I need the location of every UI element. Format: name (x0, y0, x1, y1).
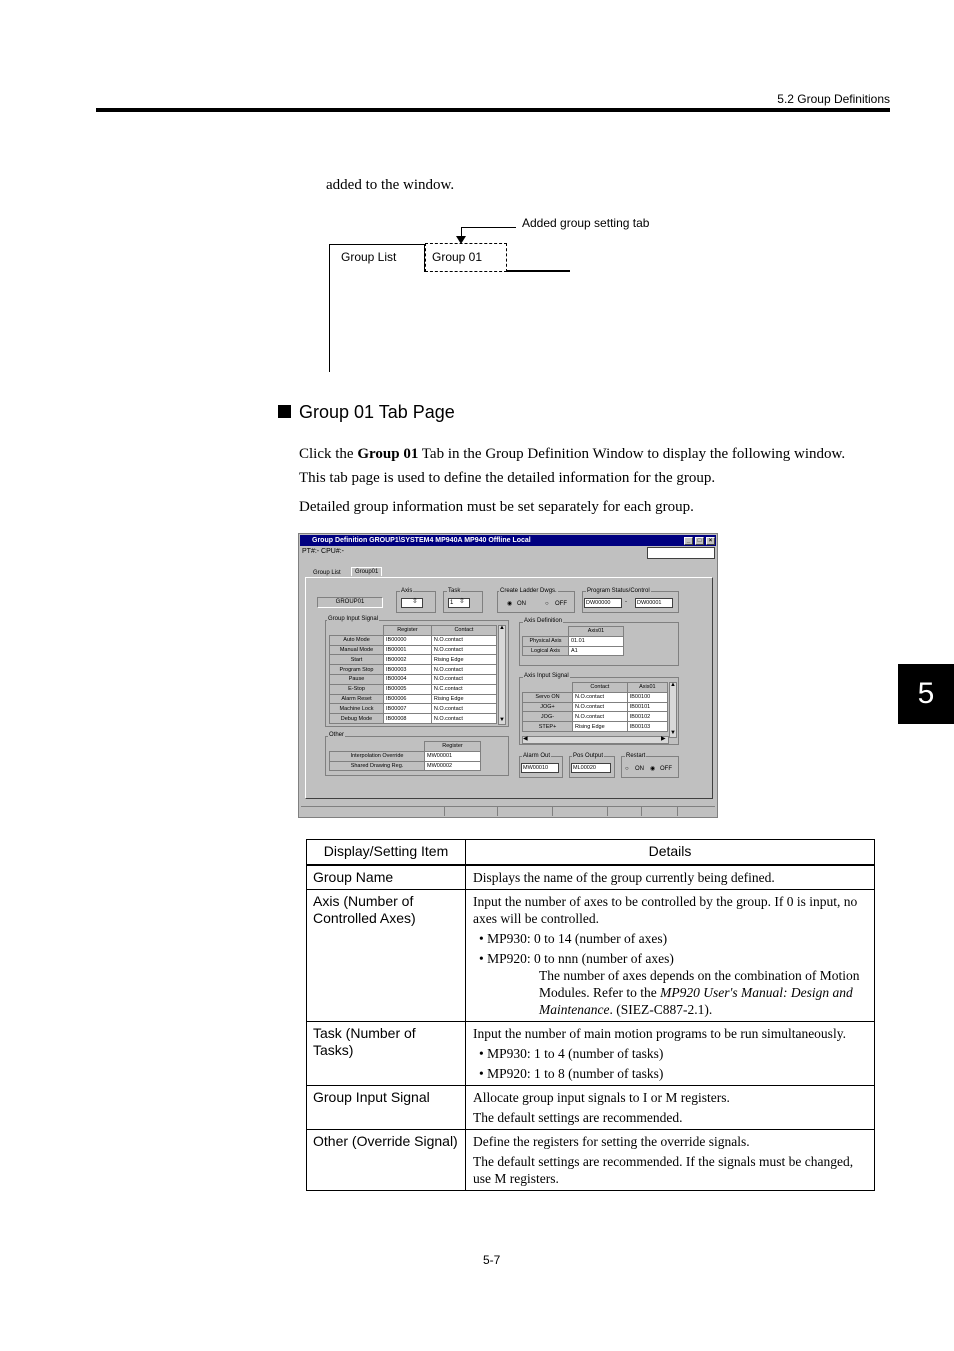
register-cell[interactable]: IB00008 (384, 714, 432, 724)
row-label: STEP+ (523, 722, 573, 732)
status-bar-divider (607, 807, 608, 816)
ladder-on-label: ON (517, 601, 526, 607)
row-label: Logical Axis (523, 646, 569, 656)
window-status-bar (301, 806, 715, 816)
close-icon[interactable]: × (706, 537, 715, 545)
paragraph-1 (299, 444, 845, 464)
create-ladder-label: Create Ladder Dwgs. (500, 588, 557, 594)
row-label: Pause (330, 674, 384, 684)
chapter-tab: 5 (898, 664, 954, 724)
axis-label: Axis (401, 588, 413, 594)
status-field (647, 547, 715, 559)
table-corner (330, 742, 425, 752)
callout-label: Added group setting tab (522, 216, 650, 230)
row-label: Physical Axis (523, 636, 569, 646)
register-cell[interactable]: IB00004 (384, 674, 432, 684)
column-header: Contact (431, 626, 496, 636)
header-rule (96, 108, 890, 112)
table-header-row (307, 840, 875, 865)
contact-cell[interactable]: N.O.contact (431, 645, 496, 655)
status-bar-divider (497, 807, 498, 816)
para1-post: Tab in the Group Definition Window to display the following window. (418, 446, 846, 462)
intro-text: added to the window. (326, 177, 455, 193)
axis-cell[interactable]: A1 (569, 646, 624, 656)
item-cell: Axis (Number of Controlled Axes) (307, 889, 466, 1021)
register-cell[interactable]: MW00002 (425, 761, 481, 771)
detail-cell (466, 1021, 875, 1085)
pos-output-label: Pos Output (573, 753, 604, 759)
pos-output-field[interactable]: ML00020 (571, 763, 611, 773)
diagram-left-edge (329, 244, 330, 372)
table-row (307, 889, 875, 1021)
contact-cell[interactable]: N.O.contact (431, 704, 496, 714)
detail-text: Input the number of axes to be controlled by the group. If 0 is input, no axes will be controlled. (473, 893, 858, 926)
alarm-out-label: Alarm Out (523, 753, 551, 759)
detail-cell (466, 889, 875, 1021)
ladder-off-label: OFF (555, 601, 567, 607)
square-bullet-icon (278, 405, 291, 418)
row-label: Start (330, 655, 384, 665)
status-bar-divider (444, 807, 445, 816)
ais-hscrollbar[interactable] (522, 736, 669, 744)
diagram-top-edge (329, 244, 425, 245)
radio-off-selected-icon[interactable]: ◉ (650, 766, 656, 772)
register-cell[interactable]: IB00007 (384, 704, 432, 714)
table-row (307, 865, 875, 890)
diagram-tab-group-01: Group 01 (432, 250, 483, 264)
register-cell[interactable]: IB00006 (384, 694, 432, 704)
section-title: Group 01 Tab Page (299, 402, 455, 422)
task-stepper[interactable]: 1 (448, 598, 470, 608)
axis-cell[interactable]: 01.01 (569, 636, 624, 646)
contact-cell[interactable]: N.O.contact (431, 635, 496, 645)
contact-cell[interactable]: N.O.contact (573, 692, 628, 702)
minimize-icon[interactable]: _ (684, 537, 693, 545)
row-label: Auto Mode (330, 635, 384, 645)
detail-text: Define the registers for setting the override signals. (473, 1133, 750, 1149)
table-corner (523, 627, 569, 637)
detail-text: Allocate group input signals to I or M registers. (473, 1089, 730, 1105)
detail-cell: Displays the name of the group currently being defined. (466, 865, 875, 890)
gis-scrollbar[interactable] (498, 625, 506, 725)
table-row (307, 1085, 875, 1129)
program-status-from[interactable]: DW00000 (584, 598, 622, 608)
item-cell: Group Input Signal (307, 1085, 466, 1129)
restart-label: Restart (626, 753, 646, 759)
group-definition-window (298, 533, 718, 818)
column-header: Axis01 (627, 683, 667, 693)
contact-cell[interactable]: Rising Edge (573, 722, 628, 732)
scroll-down-icon[interactable]: ▼ (499, 717, 505, 723)
axis-note (473, 967, 867, 1018)
row-label: Debug Mode (330, 714, 384, 724)
diagram-baseline (507, 270, 570, 272)
tab-group-list[interactable]: Group List (313, 570, 341, 576)
detail-text: The default settings are recommended. If the signals must be changed, use M registers. (473, 1153, 854, 1186)
axis-cell[interactable]: IB00103 (627, 722, 667, 732)
item-cell: Group Name (307, 865, 466, 890)
column-header: Display/Setting Item (307, 840, 466, 865)
row-label: Machine Lock (330, 704, 384, 714)
axis-input-signal-table (522, 682, 668, 732)
axis-definition-label: Axis Definition (524, 618, 563, 624)
register-cell[interactable]: IB00002 (384, 655, 432, 665)
scroll-right-icon[interactable]: ▶ (661, 736, 666, 742)
table-corner (523, 683, 573, 693)
item-cell: Other (Override Signal) (307, 1129, 466, 1190)
contact-cell[interactable]: Rising Edge (431, 655, 496, 665)
manual-title: MP920 User's Manual: Design and Maintenance (539, 984, 853, 1017)
other-table (329, 741, 481, 771)
bullet-item: • MP920: 0 to nnn (number of axes) (479, 950, 674, 966)
row-label: E-Stop (330, 684, 384, 694)
scroll-left-icon[interactable]: ◀ (523, 736, 528, 742)
axis-cell[interactable]: IB00100 (627, 692, 667, 702)
group-input-signal-label: Group Input Signal (328, 616, 379, 622)
column-header: Details (466, 840, 875, 865)
status-line: PT#:- CPU#:- (302, 548, 345, 555)
item-cell: Task (Number of Tasks) (307, 1021, 466, 1085)
radio-on-icon[interactable]: ○ (625, 766, 629, 772)
bullet-item: • MP930: 1 to 4 (number of tasks) (479, 1045, 664, 1061)
tab-group01[interactable]: Group01 (351, 567, 382, 576)
contact-cell[interactable]: N.O.contact (573, 712, 628, 722)
maximize-icon[interactable]: □ (695, 537, 704, 545)
detail-text: The default settings are recommended. (473, 1109, 683, 1125)
contact-cell[interactable]: N.O.contact (431, 714, 496, 724)
row-label: Alarm Reset (330, 694, 384, 704)
scroll-up-icon[interactable]: ▲ (670, 682, 676, 688)
spinner-icon[interactable]: ⇳ (412, 598, 418, 605)
table-row (307, 1021, 875, 1085)
restart-on-label: ON (635, 766, 644, 772)
program-status-label: Program Status/Control (587, 588, 650, 594)
column-header: Axis01 (569, 627, 624, 637)
bullet-item: • MP920: 1 to 8 (number of tasks) (479, 1065, 664, 1081)
note-text: . (SIEZ-C887-2.1). (609, 1001, 713, 1017)
row-label: Interpolation Override (330, 751, 425, 761)
note-text: The number of axes depends on the combination of Motion Modules. Refer to the (539, 967, 860, 1000)
diagram-tab-group-list: Group List (341, 250, 397, 264)
program-status-separator: - (625, 599, 627, 605)
register-cell[interactable]: IB00003 (384, 665, 432, 675)
para1-bold: Group 01 (357, 446, 419, 462)
axis-input-signal-label: Axis Input Signal (524, 673, 569, 679)
scroll-up-icon[interactable]: ▲ (499, 625, 505, 631)
radio-off-icon[interactable]: ○ (545, 601, 549, 607)
detail-cell (466, 1085, 875, 1129)
alarm-out-field[interactable]: MW00010 (521, 763, 559, 773)
axis-cell[interactable]: IB00102 (627, 712, 667, 722)
detail-text: Input the number of main motion programs to be run simultaneously. (473, 1025, 846, 1041)
callout-line (462, 227, 516, 228)
register-cell[interactable]: IB00001 (384, 645, 432, 655)
status-bar-divider (641, 807, 642, 816)
details-table (306, 839, 875, 1191)
row-label: JOG- (523, 712, 573, 722)
contact-cell[interactable]: Rising Edge (431, 694, 496, 704)
radio-on-selected-icon[interactable]: ◉ (507, 601, 513, 607)
register-cell[interactable]: IB00000 (384, 635, 432, 645)
detail-cell (466, 1129, 875, 1190)
table-corner (330, 626, 384, 636)
scroll-down-icon[interactable]: ▼ (670, 730, 676, 736)
row-label: Servo ON (523, 692, 573, 702)
paragraph-2: Detailed group information must be set separately for each group. (299, 499, 694, 515)
contact-cell[interactable]: N.C.contact (431, 684, 496, 694)
row-label: Manual Mode (330, 645, 384, 655)
contact-cell[interactable]: N.O.contact (431, 665, 496, 675)
bullet-item: • MP930: 0 to 14 (number of axes) (479, 930, 668, 946)
column-header: Register (384, 626, 432, 636)
other-label: Other (329, 732, 345, 738)
row-label: Shared Drawing Reg. (330, 761, 425, 771)
page-number: 5-7 (483, 1253, 501, 1267)
status-bar-divider (677, 807, 678, 816)
window-title-bar (300, 535, 716, 546)
spinner-icon[interactable]: ⇳ (459, 598, 465, 605)
program-status-to[interactable]: DW00001 (635, 598, 673, 608)
column-header: Contact (573, 683, 628, 693)
contact-cell[interactable]: N.O.contact (431, 674, 496, 684)
task-label: Task (448, 588, 461, 594)
paragraph-1-line-2: This tab page is used to define the detailed information for the group. (299, 470, 716, 486)
table-row (307, 1129, 875, 1190)
para1-pre: Click the (299, 446, 358, 462)
running-header: 5.2 Group Definitions (777, 92, 890, 106)
status-bar-divider (552, 807, 553, 816)
row-label: JOG+ (523, 702, 573, 712)
axis-cell[interactable]: IB00101 (627, 702, 667, 712)
register-cell[interactable]: MW00001 (425, 751, 481, 761)
contact-cell[interactable]: N.O.contact (573, 702, 628, 712)
group-name-field[interactable]: GROUP01 (317, 597, 383, 608)
window-title: Group Definition GROUP1\SYSTEM4 MP940A MP940 Offline Local (312, 537, 531, 544)
axis-definition-table (522, 626, 624, 656)
row-label: Program Stop (330, 665, 384, 675)
register-cell[interactable]: IB00005 (384, 684, 432, 694)
restart-off-label: OFF (660, 766, 672, 772)
column-header: Register (425, 742, 481, 752)
group-input-signal-table (329, 625, 497, 724)
